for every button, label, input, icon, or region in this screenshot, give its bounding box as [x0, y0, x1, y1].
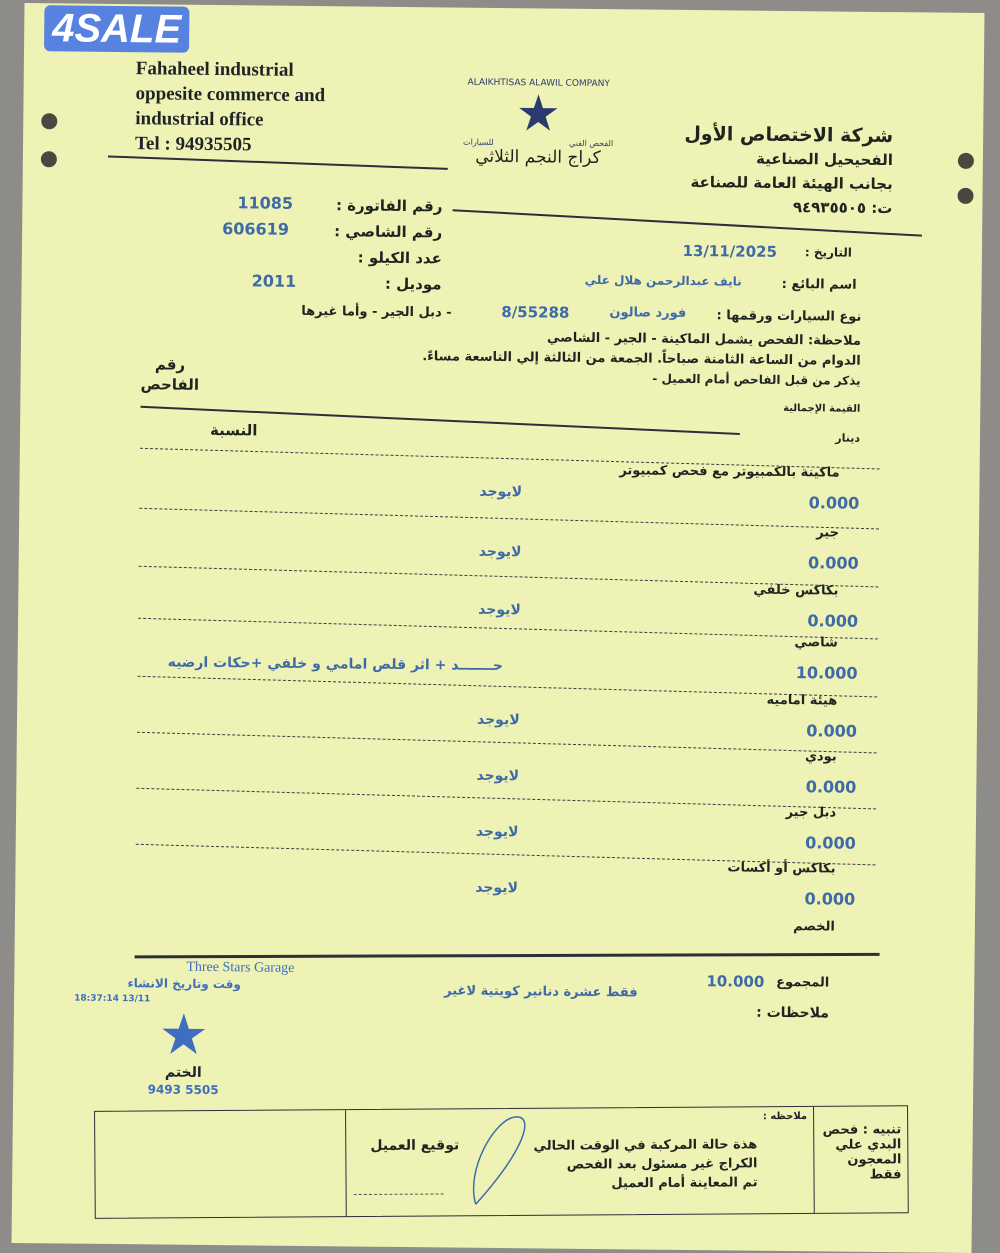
address-line: الفحيحيل الصناعية — [756, 149, 894, 170]
row-label: بكاكس أو أكسات — [727, 860, 836, 877]
inspector-label-line: رقم — [154, 355, 186, 374]
row-label: جير — [816, 525, 840, 541]
row-label: بودي — [804, 749, 837, 765]
row-value: 0.000 — [807, 611, 859, 631]
note-label: ملاحظه : — [762, 1110, 808, 1123]
divider — [345, 1110, 347, 1216]
row-divider — [137, 732, 877, 754]
car-type: فورد صالون — [609, 305, 687, 321]
row-value: 0.000 — [804, 889, 856, 909]
logo-ring-text: ALAIKHTISAS ALAWIL COMPANY — [467, 77, 610, 90]
row-value: 0.000 — [808, 493, 860, 513]
footer-notes — [533, 1135, 757, 1194]
row-label: شاصي — [794, 635, 838, 651]
row-value: 0.000 — [805, 833, 856, 853]
remarks-label: ملاحظات : — [756, 1004, 830, 1022]
row-value: 0.000 — [805, 777, 857, 797]
footer-box — [94, 1105, 909, 1219]
total-in-words: فقط عشرة دنانير كويتية لاغير — [444, 983, 638, 1001]
note-line: هذة حالة المركبة في الوقت الحالي — [533, 1137, 758, 1154]
customer-signature — [455, 1109, 536, 1210]
phone-line: Tel : 94935505 — [134, 133, 252, 156]
signature-line[interactable] — [354, 1193, 444, 1195]
discount-label: الخصم — [793, 919, 835, 935]
invoice-number: 11085 — [237, 193, 294, 213]
total-divider — [135, 953, 880, 959]
seal-label: الختم — [164, 1064, 202, 1081]
total-label: المجموع — [776, 974, 830, 991]
row-status: لايوجد — [479, 483, 523, 501]
row-divider — [136, 788, 876, 810]
row-label: هيئة اماميه — [766, 692, 838, 709]
plate-number: 8/55288 — [501, 303, 570, 322]
currency-header: دينار — [835, 431, 861, 445]
note-line: يذكر من قبل الفاحص أمام العميل - — [652, 371, 861, 388]
car-label: نوع السيارات ورقمها : — [716, 308, 862, 325]
note-line: - دبل الجير - وأما غيرها — [301, 303, 452, 321]
address-line: oppesite commerce and — [135, 83, 326, 107]
stamp-time: 18:37:14 13/11 — [74, 993, 151, 1005]
row-label: دبل جير — [785, 805, 837, 821]
inspector-label — [140, 354, 199, 395]
address-line: Fahaheel industrial — [135, 58, 294, 81]
perforation-hole — [957, 188, 973, 204]
perforation-hole — [41, 113, 57, 129]
row-status: لايوجد — [478, 601, 521, 619]
phone-line: ت: ٩٤٩٣٥٥٠٥ — [792, 198, 893, 218]
row-value: 0.000 — [807, 553, 859, 573]
model-year: 2011 — [251, 271, 297, 291]
invoice-label: رقم الفاتورة : — [335, 196, 443, 216]
stamp-phone: 9493 5505 — [147, 1082, 219, 1098]
note-line: الكراج غير مسئول بعد الفحص — [566, 1156, 758, 1173]
garage-stamp — [73, 959, 294, 1099]
note-line: تم المعاينة أمام العميل — [611, 1175, 758, 1192]
company-logo — [453, 78, 624, 190]
inspector-label-line: الفاحص — [140, 375, 200, 394]
row-status: حـــــــد + اثر قلص امامي و خلفي +حكات ارضيه — [167, 654, 504, 675]
row-divider — [139, 508, 879, 530]
seller-name: نايف عبدالرحمن هلال علي — [584, 272, 742, 289]
date-label: التاريخ : — [804, 245, 853, 260]
percent-header: النسبة — [209, 420, 258, 440]
total-value-header: القيمة الإجمالية — [783, 402, 861, 415]
row-status: لايوجد — [476, 767, 520, 785]
row-label: بكاكس خلفي — [753, 582, 839, 599]
inspection-receipt — [12, 3, 985, 1253]
address-en — [135, 56, 326, 158]
4sale-watermark: 4SALE — [44, 5, 189, 53]
row-status: لايوجد — [475, 879, 519, 897]
date-value: 13/11/2025 — [682, 241, 778, 261]
star-icon: ★ — [515, 84, 562, 143]
km-label: عدد الكيلو : — [357, 248, 442, 268]
row-status: لايوجد — [478, 543, 522, 561]
garage-name: كراج النجم الثلاثي — [475, 146, 601, 169]
row-divider — [138, 618, 878, 640]
row-value: 10.000 — [795, 663, 858, 683]
chassis-label: رقم الشاصي : — [334, 222, 443, 242]
row-value: 0.000 — [806, 721, 858, 741]
warning-text: تنبيه : فحص البدي علي المعجون فقط — [822, 1122, 902, 1183]
row-status: لايوجد — [475, 823, 519, 841]
invoice-labels — [321, 192, 442, 297]
row-status: لايوجد — [476, 711, 520, 729]
address-line: industrial office — [135, 108, 264, 131]
company-name-ar: شركة الاختصاص الأول — [684, 122, 894, 148]
perforation-hole — [41, 151, 57, 167]
chassis-number: 606619 — [222, 219, 290, 239]
stamp-line: وقت وتاريخ الانشاء — [127, 976, 241, 992]
address-ar — [684, 122, 894, 220]
stamp-arc-text: Three Stars Garage — [186, 959, 295, 976]
seller-label: اسم البائع : — [781, 276, 857, 293]
perforation-hole — [958, 153, 974, 169]
logo-right: الفحص الفني — [569, 138, 614, 149]
note-line: ملاحظة: الفحص يشمل الماكينة - الجير - الشاصي — [546, 330, 862, 349]
signature-label: توقيع العميل — [370, 1137, 460, 1154]
total-value: 10.000 — [706, 972, 765, 991]
logo-left: للسيارات — [463, 137, 494, 147]
note-line: الدوام من الساعة الثامنة صباحاً. الجمعة من الثالثة إلي التاسعة مساءً. — [422, 349, 861, 369]
model-label: موديل : — [384, 274, 442, 294]
row-label: ماكينة بالكمبيوتر مع فحص كمبيوتر — [619, 463, 840, 481]
address-line: بجانب الهيئة العامة للصناعة — [690, 172, 893, 194]
star-icon: ★ — [158, 1002, 210, 1068]
